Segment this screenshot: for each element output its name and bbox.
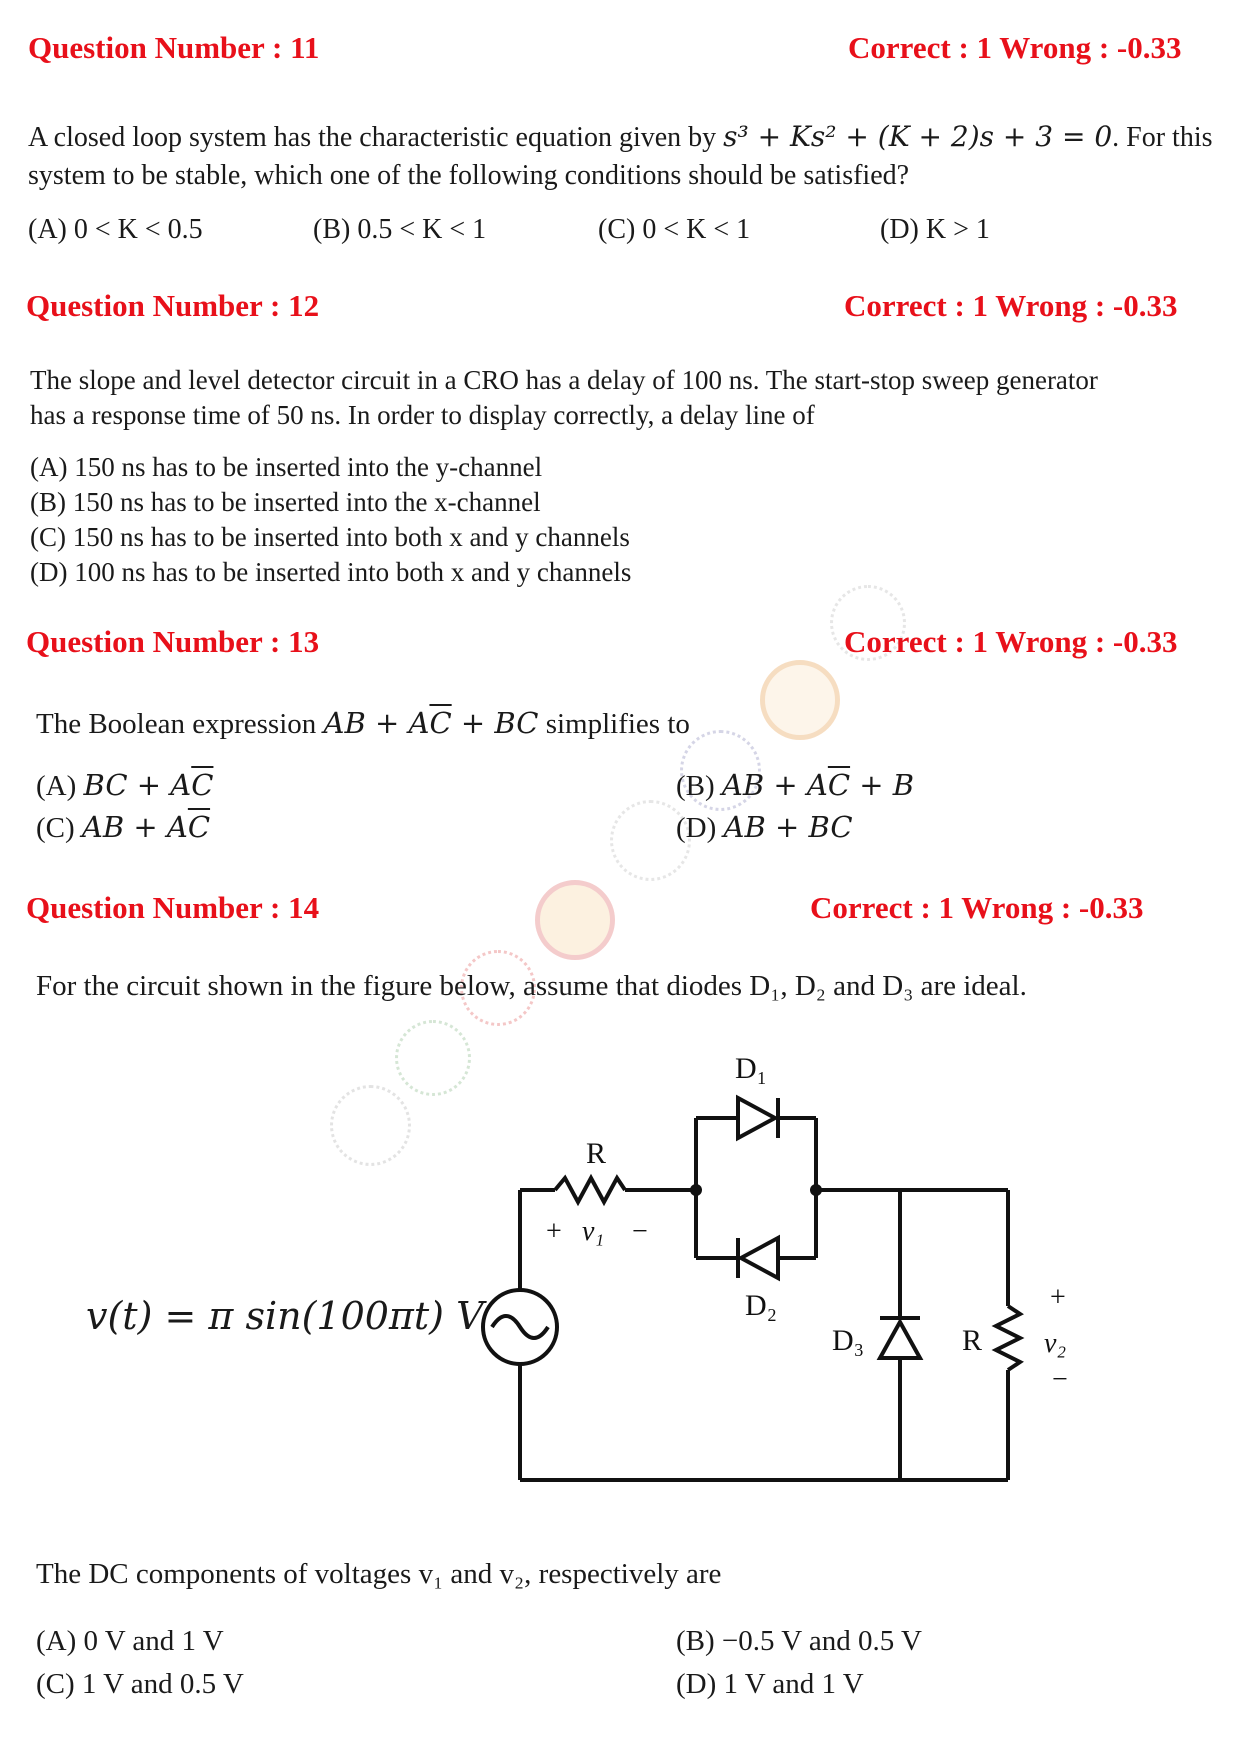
option-label: (D) bbox=[676, 812, 717, 844]
option-a[interactable]: (A) 150 ns has to be inserted into the y-channel bbox=[30, 452, 543, 482]
stem-text: . For this bbox=[1112, 122, 1213, 153]
diode-d2 bbox=[741, 1238, 778, 1278]
series-resistor-label: R bbox=[586, 1137, 607, 1170]
boolean-expression: AB + $A\overline{C}$ + BC bbox=[323, 706, 539, 740]
option-d[interactable]: (D) AB + BC bbox=[676, 810, 853, 844]
source-voltage-label: v(t) = π sin(100πt) V bbox=[86, 1294, 484, 1338]
question-14-question: The DC components of voltages v₁ and v₂, respectively are bbox=[36, 1558, 722, 1590]
option-c[interactable]: (C) AB + $A\overline{C}$ bbox=[36, 810, 211, 844]
v1-minus: − bbox=[632, 1216, 648, 1247]
option-label: (B) bbox=[676, 770, 715, 802]
diode-d1 bbox=[738, 1098, 775, 1138]
d2-label: D₂ bbox=[745, 1289, 778, 1322]
option-a[interactable]: (A) BC + $A\overline{C}$ bbox=[36, 768, 214, 802]
option-b[interactable]: (B) AB + $A\overline{C} + B$ bbox=[676, 768, 915, 802]
v1-plus: + bbox=[546, 1216, 562, 1247]
characteristic-equation: s³ + Ks² + (K + 2)s + 3 = 0 bbox=[723, 120, 1113, 153]
option-label: (C) bbox=[36, 812, 75, 844]
question-14-marks: Correct : 1 Wrong : -0.33 bbox=[810, 890, 1144, 925]
question-12-stem-line2: has a response time of 50 ns. In order to display correctly, a delay line of bbox=[30, 400, 815, 430]
question-14-stem: For the circuit shown in the figure below, assume that diodes D₁, D₂ and D₃ are ideal. bbox=[36, 970, 1027, 1002]
question-12-marks: Correct : 1 Wrong : -0.33 bbox=[844, 288, 1178, 323]
stem-text: The Boolean expression bbox=[36, 708, 317, 740]
question-14-header: Question Number : 14 bbox=[26, 890, 320, 925]
option-c[interactable]: (C) 1 V and 0.5 V bbox=[36, 1668, 244, 1700]
option-c[interactable]: (C) 0 < K < 1 bbox=[598, 214, 751, 245]
option-b[interactable]: (B) 0.5 < K < 1 bbox=[313, 214, 487, 245]
question-11-marks: Correct : 1 Wrong : -0.33 bbox=[848, 30, 1182, 65]
option-a[interactable]: (A) 0 < K < 0.5 bbox=[28, 214, 203, 245]
option-a[interactable]: (A) 0 V and 1 V bbox=[36, 1625, 224, 1657]
option-b[interactable]: (B) 150 ns has to be inserted into the x-channel bbox=[30, 487, 541, 517]
v2-plus: + bbox=[1050, 1282, 1066, 1313]
question-11-stem-line2: system to be stable, which one of the following conditions should be satisfied? bbox=[28, 160, 910, 191]
stem-text: simplifies to bbox=[545, 708, 690, 740]
d3-label: D₃ bbox=[832, 1324, 865, 1357]
question-12-stem-line1: The slope and level detector circuit in a CRO has a delay of 100 ns. The start-stop sweep generator bbox=[30, 365, 1098, 395]
load-resistor-label: R bbox=[962, 1324, 983, 1357]
option-c[interactable]: (C) 150 ns has to be inserted into both x and y channels bbox=[30, 522, 630, 552]
v2-label: v₂ bbox=[1044, 1328, 1067, 1359]
d1-label: D₁ bbox=[735, 1052, 768, 1085]
option-label: (A) bbox=[36, 770, 77, 802]
v2-minus: − bbox=[1052, 1364, 1068, 1395]
question-12-header: Question Number : 12 bbox=[26, 288, 320, 323]
option-d[interactable]: (D) 1 V and 1 V bbox=[676, 1668, 864, 1700]
question-11-header: Question Number : 11 bbox=[28, 30, 320, 65]
option-d[interactable]: (D) 100 ns has to be inserted into both x and y channels bbox=[30, 557, 632, 587]
question-13-header: Question Number : 13 bbox=[26, 624, 320, 659]
option-b[interactable]: (B) −0.5 V and 0.5 V bbox=[676, 1625, 922, 1657]
diode-d3 bbox=[880, 1322, 920, 1358]
option-d[interactable]: (D) K > 1 bbox=[880, 214, 990, 245]
v1-label: v₁ bbox=[582, 1216, 605, 1247]
question-13-marks: Correct : 1 Wrong : -0.33 bbox=[844, 624, 1178, 659]
stem-text: A closed loop system has the characteristic equation given by bbox=[28, 122, 717, 153]
